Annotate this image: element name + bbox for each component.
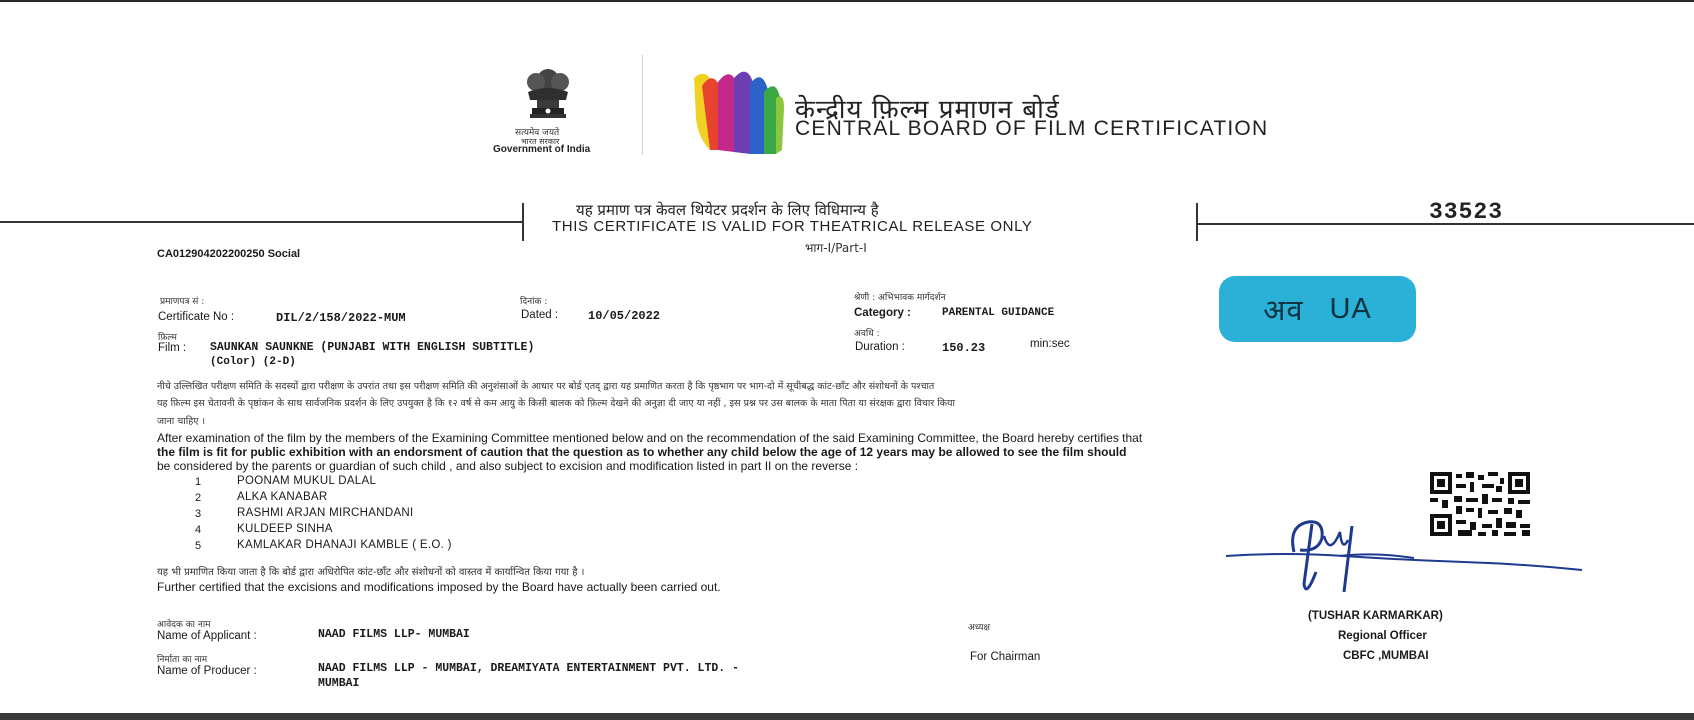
member-number: 5 [195,540,202,552]
national-emblem-icon [516,62,580,124]
member-number: 2 [195,492,202,504]
certificate-no-value: DIL/2/158/2022-MUM [276,311,406,325]
band-rule-left [0,221,522,223]
officer-name: (TUSHAR KARMARKAR) [1308,610,1443,622]
chairman-label: For Chairman [970,651,1041,663]
category-label-hindi: श्रेणी : अभिभावक मार्गदर्शन [854,293,946,303]
member-name: POONAM MUKUL DALAL [237,475,377,487]
producer-value-line-2: MUMBAI [318,677,360,690]
header-divider [642,55,643,155]
validity-english: THIS CERTIFICATE IS VALID FOR THEATRICAL RELEASE ONLY [552,218,1033,235]
serial-number: 33523 [1429,199,1504,225]
producer-value-line-1: NAAD FILMS LLP - MUMBAI, DREAMIYATA ENTERTAINMENT PVT. LTD. - [318,662,739,675]
certificate-no-label-hindi: प्रमाणपत्र सं : [160,297,205,307]
member-name: KAMLAKAR DHANAJI KAMBLE ( E.O. ) [237,539,452,551]
member-number: 3 [195,508,202,520]
chairman-hindi: अध्यक्ष [968,623,990,633]
band-tick-left [522,203,524,241]
emblem-motto: सत्यमेव जयते [515,128,560,138]
board-name-english: CENTRAL BOARD OF FILM CERTIFICATION [795,117,1269,140]
emblem-country: भारत सरकार [521,137,560,146]
rating-badge-hindi: अव [1263,294,1304,327]
further-english: Further certified that the excisions and modifications imposed by the Board have actually been carried out. [157,580,721,594]
film-title: SAUNKAN SAUNKNE (PUNJABI WITH ENGLISH SUBTITLE) [210,341,535,354]
member-name: ALKA KANABAR [237,491,328,503]
member-number: 4 [195,524,202,536]
board-name-hindi: केन्द्रीय फ़िल्म प्रमाणन बोर्ड [795,95,1060,125]
bottom-border [0,713,1694,720]
duration-label: Duration : [855,341,905,353]
duration-unit: min:sec [1030,338,1070,350]
duration-label-hindi: अवधि : [854,329,880,339]
body-hindi-line-3: जाना चाहिए । [157,416,206,427]
government-label: Government of India [493,144,591,155]
category-label: Category : [854,307,911,319]
body-english-line-1: After examination of the film by the members of the Examining Committee mentioned below and on the recommendation of the said Examining Committee, the Board hereby certifies that [157,431,1143,445]
dated-value: 10/05/2022 [588,309,661,323]
rating-badge-english: UA [1329,292,1372,325]
film-label: Film : [158,342,187,354]
signature-icon [1224,512,1584,604]
further-hindi: यह भी प्रमाणित किया जाता है कि बोर्ड द्वारा अधिरोपित कांट-छाँट और संशोधनों को वास्तव में कार्यान्वित किया गया है । [157,567,585,578]
producer-label-hindi: निर्माता का नाम [157,655,208,665]
body-english-line-2: the film is fit for public exhibition with an endorsment of caution that the question as to whether any child below the age of 12 years may be allowed to see the film should [157,445,1127,459]
category-value: PARENTAL GUIDANCE [942,307,1055,319]
applicant-label: Name of Applicant : [157,630,257,642]
applicant-label-hindi: आवेदक का नाम [157,620,211,630]
applicant-value: NAAD FILMS LLP- MUMBAI [318,628,470,641]
body-hindi-line-2: यह फ़िल्म इस चेतावनी के पृष्ठांकन के साथ सार्वजनिक प्रदर्शन के लिए उपयुक्त है कि १२ वर्ष से कम आयु के किसी बालक को फ़िल्म देखने की अनुज्ञा दी जाए या नहीं , इस प्रश्न पर उस बालक के माता पिता या संरक्षक द्वारा विचार किया [157,398,956,409]
dated-label-hindi: दिनांक : [520,297,548,307]
reference-code: CA012904202200250 Social [157,248,301,260]
officer-title: Regional Officer [1338,630,1427,642]
member-number: 1 [195,476,202,488]
cbfc-logo-icon [688,58,784,156]
film-label-hindi: फ़िल्म [158,333,177,343]
band-tick-right [1196,203,1198,241]
rating-badge [1219,276,1416,342]
certificate-no-label: Certificate No : [158,311,235,323]
part-label: भाग-I/Part-I [805,241,867,255]
officer-office: CBFC ,MUMBAI [1343,650,1429,662]
body-hindi-line-1: नीचे उल्लिखित परीक्षण समिति के सदस्यों द्वारा परीक्षण के उपरांत तथा इस परीक्षण समिति की अनुशंसाओं के आधार पर बोर्ड एतद् द्वारा यह प्रमाणित करता है कि पृष्ठभाग पर भाग-दो में सूचीबद्ध कांट-छाँट और संशोधनों के पश्चात [157,381,935,392]
duration-value: 150.23 [942,341,986,355]
producer-label: Name of Producer : [157,665,257,677]
member-name: KULDEEP SINHA [237,523,333,535]
top-border [0,0,1694,2]
validity-hindi: यह प्रमाण पत्र केवल थियेटर प्रदर्शन के लिए विधिमान्य है [576,201,879,219]
film-format: (Color) (2-D) [210,356,296,368]
dated-label: Dated : [521,309,559,321]
member-name: RASHMI ARJAN MIRCHANDANI [237,507,414,519]
body-english-line-3: be considered by the parents or guardian of such child , and also subject to excision and modification listed in part II on the reverse : [157,459,859,473]
